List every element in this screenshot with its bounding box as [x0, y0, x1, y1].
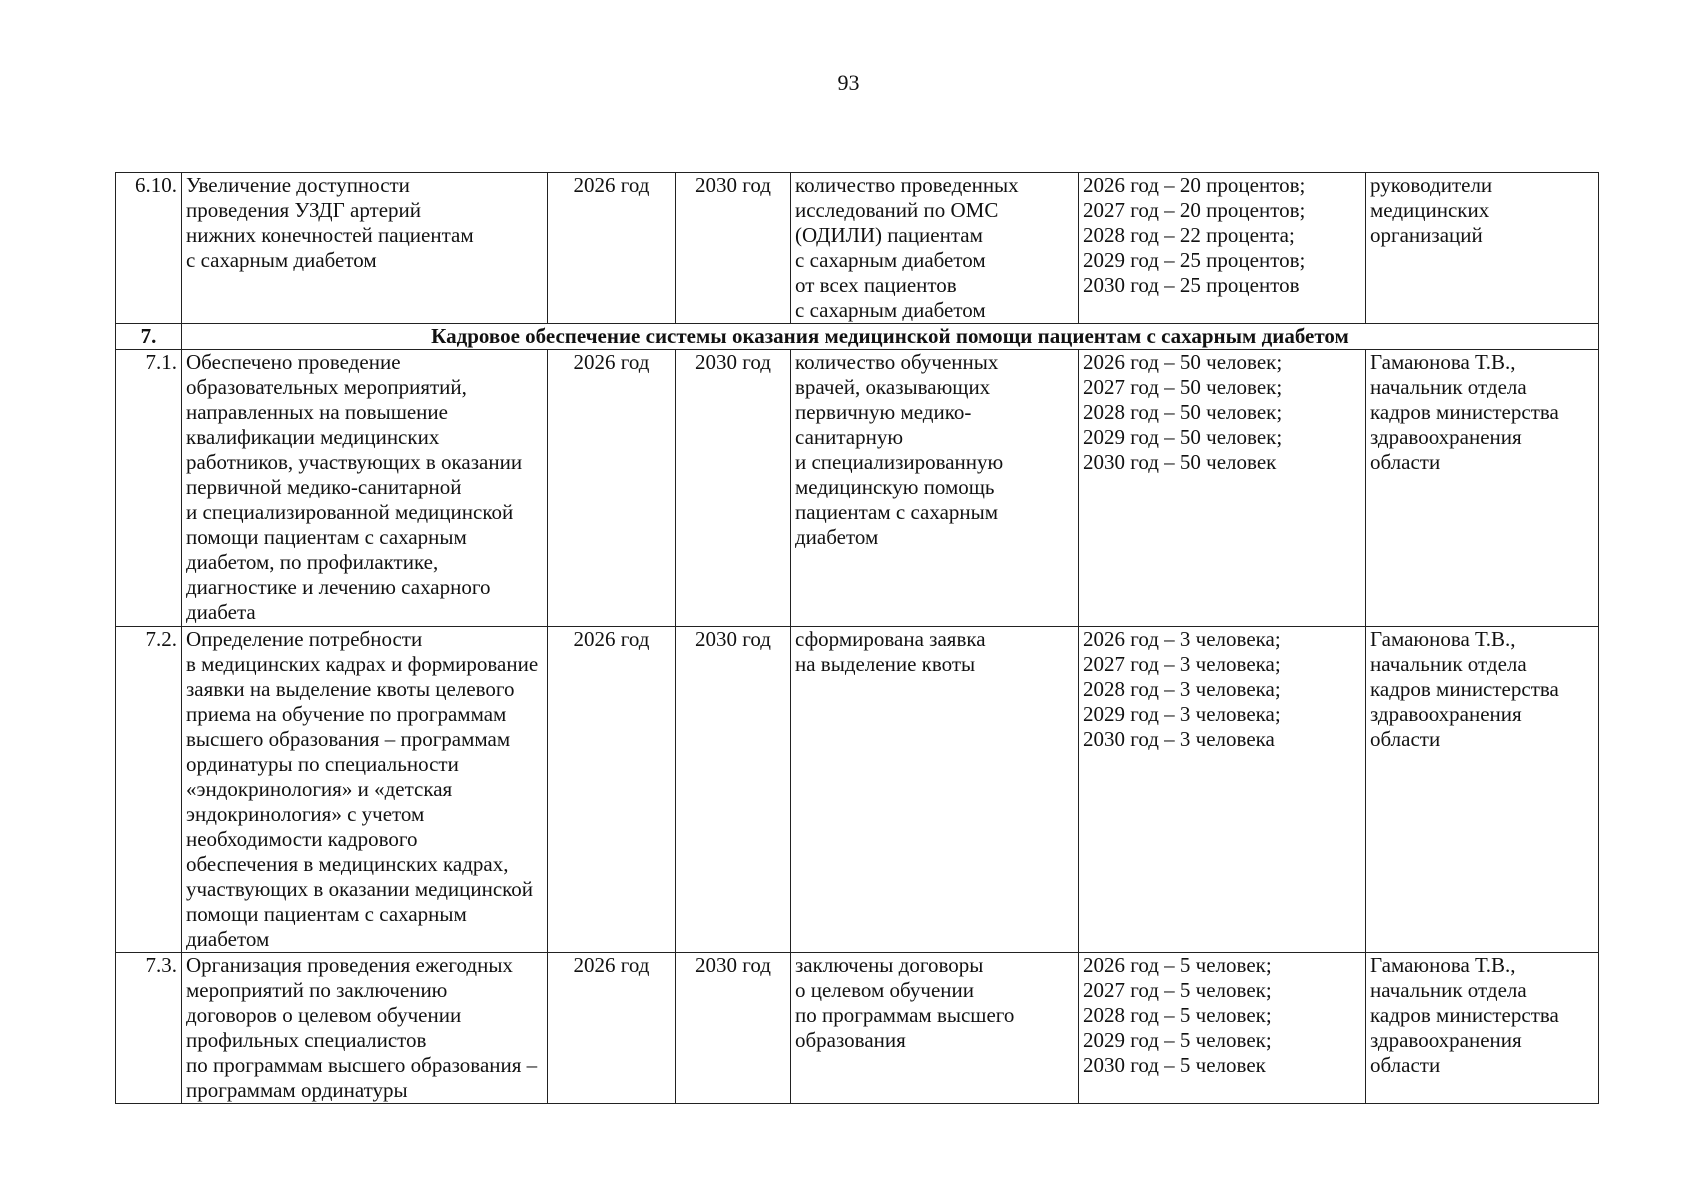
activities-table	[115, 172, 1599, 1104]
section-number: 7.	[116, 324, 182, 350]
indicator-cell: количество проведенных исследований по ОМС (ОДИЛИ) пациентам с сахарным диабетом от всех пациентов с сахарным диабетом	[791, 173, 1079, 324]
responsible-cell: Гамаюнова Т.В., начальник отдела кадров министерства здравоохранения области	[1366, 350, 1599, 627]
event-cell: Организация проведения ежегодных мероприятий по заключению договоров о целевом обучении профильных специалистов по программам высшего образования – программам ординатуры	[182, 953, 548, 1104]
start-year-cell: 2026 год	[548, 627, 676, 953]
responsible-cell: Гамаюнова Т.В., начальник отдела кадров министерства здравоохранения области	[1366, 953, 1599, 1104]
start-year-cell: 2026 год	[548, 350, 676, 627]
row-number: 7.1.	[116, 350, 182, 627]
page-number: 93	[837, 70, 860, 95]
values-cell: 2026 год – 20 процентов; 2027 год – 20 процентов; 2028 год – 22 процента; 2029 год – 25 процентов; 2030 год – 25 процентов	[1079, 173, 1366, 324]
table-row	[116, 953, 1599, 1104]
start-year-cell: 2026 год	[548, 953, 676, 1104]
indicator-cell: сформирована заявка на выделение квоты	[791, 627, 1079, 953]
event-cell: Обеспечено проведение образовательных мероприятий, направленных на повышение квалификации медицинских работников, участвующих в оказании первичной медико-санитарной и специализированной медицинской помощи пациентам с сахарным диабетом, по профилактике, диагностике и лечению сахарного диабета	[182, 350, 548, 627]
indicator-cell: заключены договоры о целевом обучении по программам высшего образования	[791, 953, 1079, 1104]
end-year-cell: 2030 год	[676, 627, 791, 953]
row-number: 7.3.	[116, 953, 182, 1104]
event-cell: Определение потребности в медицинских кадрах и формирование заявки на выделение квоты целевого приема на обучение по программам высшего образования – программам ординатуры по специальности «эндокринология» и «детская эндокринология» с учетом необходимости кадрового обеспечения в медицинских кадрах, участвующих в оказании медицинской помощи пациентам с сахарным диабетом	[182, 627, 548, 953]
section-title: Кадровое обеспечение системы оказания медицинской помощи пациентам с сахарным диабетом	[182, 324, 1599, 350]
responsible-cell: Гамаюнова Т.В., начальник отдела кадров министерства здравоохранения области	[1366, 627, 1599, 953]
section-row	[116, 324, 1599, 350]
start-year-cell: 2026 год	[548, 173, 676, 324]
table-row	[116, 173, 1599, 324]
table-row	[116, 627, 1599, 953]
values-cell: 2026 год – 50 человек; 2027 год – 50 человек; 2028 год – 50 человек; 2029 год – 50 человек; 2030 год – 50 человек	[1079, 350, 1366, 627]
end-year-cell: 2030 год	[676, 173, 791, 324]
responsible-cell: руководители медицинских организаций	[1366, 173, 1599, 324]
event-cell: Увеличение доступности проведения УЗДГ артерий нижних конечностей пациентам с сахарным диабетом	[182, 173, 548, 324]
end-year-cell: 2030 год	[676, 953, 791, 1104]
row-number: 7.2.	[116, 627, 182, 953]
row-number: 6.10.	[116, 173, 182, 324]
values-cell: 2026 год – 3 человека; 2027 год – 3 человека; 2028 год – 3 человека; 2029 год – 3 человека; 2030 год – 3 человека	[1079, 627, 1366, 953]
values-cell: 2026 год – 5 человек; 2027 год – 5 человек; 2028 год – 5 человек; 2029 год – 5 человек; 2030 год – 5 человек	[1079, 953, 1366, 1104]
indicator-cell: количество обученных врачей, оказывающих первичную медико- санитарную и специализированную медицинскую помощь пациентам с сахарным диабетом	[791, 350, 1079, 627]
end-year-cell: 2030 год	[676, 350, 791, 627]
table-row	[116, 350, 1599, 627]
